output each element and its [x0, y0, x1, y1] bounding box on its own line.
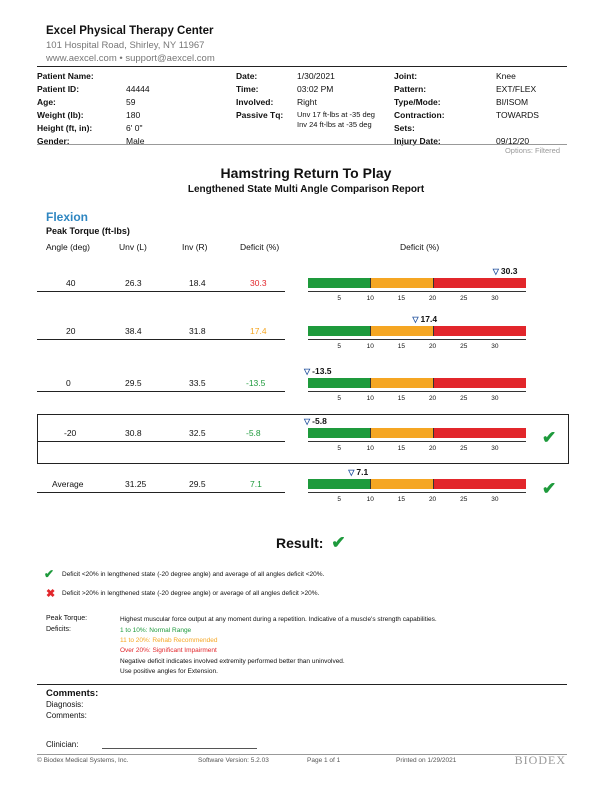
joint-label: Joint:	[394, 71, 418, 81]
clinic-address: 101 Hospital Road, Shirley, NY 11967	[46, 40, 205, 51]
info-divider	[37, 144, 567, 145]
deficit-bar	[308, 479, 526, 489]
time-label: Time:	[236, 84, 259, 94]
deficit-normal: 1 to 10%: Normal Range	[120, 627, 192, 634]
scale-tick: 20	[428, 295, 437, 302]
col-inv: Inv (R)	[182, 242, 208, 252]
angle-cell: Average	[52, 479, 84, 489]
scale-tick: 5	[337, 295, 341, 302]
legend-pass: Deficit <20% in lengthened state (-20 degree angle) and average of all angles deficit <20%.	[62, 571, 325, 578]
row-underline	[37, 492, 285, 493]
bar-axis	[308, 391, 526, 392]
marker-value: 7.1	[356, 467, 369, 477]
date-label: Date:	[236, 71, 258, 81]
bar-orange-zone	[370, 378, 432, 388]
angle-cell: 0	[66, 378, 71, 388]
angle-cell: 20	[66, 326, 76, 336]
contraction-label: Contraction:	[394, 110, 445, 120]
scale-tick: 5	[337, 395, 341, 402]
col-deficit: Deficit (%)	[240, 242, 280, 252]
deficit-marker	[304, 366, 332, 376]
marker-value: -5.8	[312, 416, 327, 426]
scale-tick: 10	[366, 343, 374, 350]
extension-note: Use positive angles for Extension.	[120, 668, 218, 675]
highlighted-row-box	[37, 414, 569, 464]
marker-triangle-icon: ▽	[304, 367, 311, 376]
check-icon: ✔	[542, 479, 557, 498]
comments-divider	[37, 684, 567, 685]
bar-zone-separator	[433, 278, 434, 288]
footer-divider	[37, 754, 567, 755]
patient-id: 44444	[126, 84, 150, 94]
bar-zone-separator	[370, 479, 371, 489]
bar-axis	[308, 339, 526, 340]
inv-cell: 32.5	[189, 428, 206, 438]
negative-note: Negative deficit indicates involved extremity performed better than uninvolved.	[120, 658, 345, 665]
scale-tick: 20	[428, 496, 437, 503]
weight-label: Weight (lb):	[37, 110, 84, 120]
mode: BI/ISOM	[496, 97, 529, 107]
age-label: Age:	[37, 97, 56, 107]
scale-tick: 10	[366, 295, 374, 302]
result-check-icon: ✔	[331, 533, 346, 552]
marker-triangle-icon: ▽	[304, 417, 311, 426]
bar-zone-separator	[433, 326, 434, 336]
clinic-web: www.aexcel.com • support@aexcel.com	[46, 53, 215, 64]
clinician-signature-line	[102, 748, 257, 749]
inv-cell: 33.5	[189, 378, 206, 388]
deficit-cell: -5.8	[246, 428, 261, 438]
age: 59	[126, 97, 136, 107]
row-underline	[37, 291, 285, 292]
bar-green-zone	[308, 326, 370, 336]
marker-triangle-icon: ▽	[348, 468, 355, 477]
angle-cell: 40	[66, 278, 76, 288]
marker-triangle-icon: ▽	[412, 315, 419, 324]
bar-orange-zone	[370, 479, 432, 489]
unv-cell: 29.5	[125, 378, 142, 388]
bar-orange-zone	[370, 326, 432, 336]
scale-tick: 10	[366, 445, 374, 452]
unv-cell: 26.3	[125, 278, 142, 288]
deficit-bar	[308, 326, 526, 336]
unv-cell: 38.4	[125, 326, 142, 336]
bar-green-zone	[308, 378, 370, 388]
col-unv: Unv (L)	[119, 242, 147, 252]
bar-green-zone	[308, 479, 370, 489]
deficit-cell: 17.4	[250, 326, 267, 336]
footer-copyright: © Biodex Medical Systems, Inc.	[37, 757, 129, 764]
scale-tick: 30	[491, 343, 499, 350]
date: 1/30/2021	[297, 71, 335, 81]
patient-name-label: Patient Name:	[37, 71, 94, 81]
bar-orange-zone	[370, 278, 432, 288]
peak-torque-text: Highest muscular force output at any moment during a repetition. Indicative of a muscle's strength capabilities.	[120, 616, 437, 623]
pattern-label: Pattern:	[394, 84, 427, 94]
mode-label: Type/Mode:	[394, 97, 441, 107]
inv-cell: 31.8	[189, 326, 206, 336]
unv-cell: 31.25	[125, 479, 147, 489]
scale-tick: 25	[460, 496, 468, 503]
biodex-logo: BIODEX	[514, 753, 566, 767]
deficit-marker	[348, 467, 368, 477]
sets-label: Sets:	[394, 123, 415, 133]
col-angle: Angle (deg)	[46, 242, 90, 252]
scale-tick: 15	[397, 496, 406, 503]
scale-tick: 20	[428, 445, 437, 452]
result-label: Result:	[276, 535, 324, 551]
footer-software: Software Version: 5.2.03	[198, 757, 269, 764]
angle-cell: -20	[64, 428, 77, 438]
deficit-cell: 30.3	[250, 278, 267, 288]
weight: 180	[126, 110, 141, 120]
deficit-rehab: 11 to 20%: Rehab Recommended	[120, 637, 218, 644]
bar-zone-separator	[433, 378, 434, 388]
time: 03:02 PM	[297, 84, 334, 94]
check-icon: ✔	[542, 428, 557, 447]
marker-triangle-icon: ▽	[492, 267, 499, 276]
bar-zone-separator	[370, 378, 371, 388]
involved-label: Involved:	[236, 97, 274, 107]
gender: Male	[126, 136, 145, 146]
bar-red-zone	[433, 378, 526, 388]
options-filter: Options: Filtered	[504, 146, 560, 155]
height: 6' 0"	[126, 123, 143, 133]
passive-tq-unv: Unv 17 ft-lbs at -35 deg	[297, 110, 375, 119]
inv-cell: 18.4	[189, 278, 206, 288]
check-icon: ✔	[44, 567, 55, 581]
deficit-cell: -13.5	[246, 378, 266, 388]
deficit-cell: 7.1	[250, 479, 262, 489]
inv-cell: 29.5	[189, 479, 206, 489]
diagnosis-label: Diagnosis:	[46, 700, 84, 709]
marker-value: 30.3	[500, 266, 518, 276]
bar-green-zone	[308, 278, 370, 288]
report-subtitle: Lengthened State Multi Angle Comparison Report	[187, 184, 425, 195]
joint: Knee	[496, 71, 516, 81]
deficit-marker	[412, 314, 437, 324]
scale-tick: 25	[460, 395, 468, 402]
bar-zone-separator	[370, 326, 371, 336]
bar-red-zone	[433, 326, 526, 336]
deficit-bar	[308, 278, 526, 288]
scale-tick: 25	[460, 445, 468, 452]
deficit-bar	[308, 378, 526, 388]
report-title: Hamstring Return To Play	[220, 165, 392, 181]
marker-value: -13.5	[312, 366, 332, 376]
injury-date: 09/12/20	[496, 136, 530, 146]
scale-tick: 30	[491, 496, 499, 503]
scale-tick: 20	[428, 395, 437, 402]
scale-tick: 25	[460, 343, 468, 350]
passive-tq-inv: Inv 24 ft-lbs at -35 deg	[297, 120, 372, 129]
scale-tick: 5	[337, 496, 341, 503]
row-underline	[37, 339, 285, 340]
legend-fail: Deficit >20% in lengthened state (-20 degree angle) or average of all angles deficit >20%.	[62, 590, 320, 597]
comments-heading: Comments:	[46, 688, 99, 699]
pattern: EXT/FLEX	[496, 84, 537, 94]
marker-value: 17.4	[420, 314, 438, 324]
bar-axis	[308, 492, 526, 493]
contraction: TOWARDS	[496, 110, 539, 120]
comments-label: Comments:	[46, 711, 87, 720]
scale-tick: 30	[491, 295, 499, 302]
result	[276, 533, 346, 553]
scale-tick: 15	[397, 295, 406, 302]
deficits-label: Deficits:	[46, 626, 71, 633]
row-underline	[37, 391, 285, 392]
unv-cell: 30.8	[125, 428, 142, 438]
scale-tick: 10	[366, 395, 374, 402]
scale-tick: 5	[337, 445, 341, 452]
passive-tq-label: Passive Tq:	[236, 110, 284, 120]
peak-torque-label: Peak Torque:	[46, 615, 88, 622]
footer-page: Page 1 of 1	[307, 757, 341, 764]
deficit-impair: Over 20%: Significant Impairment	[120, 647, 217, 654]
cross-icon: ✖	[46, 588, 56, 600]
scale-tick: 15	[397, 445, 406, 452]
scale-tick: 30	[491, 445, 499, 452]
header-divider	[37, 66, 567, 67]
patient-id-label: Patient ID:	[37, 84, 80, 94]
footer-printed: Printed on 1/29/2021	[396, 757, 457, 764]
measure-label: Peak Torque (ft-lbs)	[46, 226, 130, 236]
scale-tick: 5	[337, 343, 341, 350]
scale-tick: 10	[366, 496, 374, 503]
bar-axis	[308, 291, 526, 292]
scale-tick: 15	[397, 343, 406, 350]
scale-tick: 30	[491, 395, 499, 402]
scale-tick: 25	[460, 295, 468, 302]
scale-tick: 15	[397, 395, 406, 402]
deficit-marker	[493, 266, 518, 276]
clinic-name: Excel Physical Therapy Center	[46, 25, 214, 37]
section-flexion: Flexion	[46, 210, 89, 224]
bar-red-zone	[433, 479, 526, 489]
clinician-label: Clinician:	[46, 740, 79, 749]
bar-red-zone	[433, 278, 526, 288]
col-deficit-bar: Deficit (%)	[400, 242, 440, 252]
scale-tick: 20	[428, 343, 437, 350]
gender-label: Gender:	[37, 136, 70, 146]
height-label: Height (ft, in):	[37, 123, 93, 133]
bar-zone-separator	[370, 278, 371, 288]
injury-date-label: Injury Date:	[394, 136, 441, 146]
bar-zone-separator	[433, 479, 434, 489]
involved: Right	[297, 97, 317, 107]
